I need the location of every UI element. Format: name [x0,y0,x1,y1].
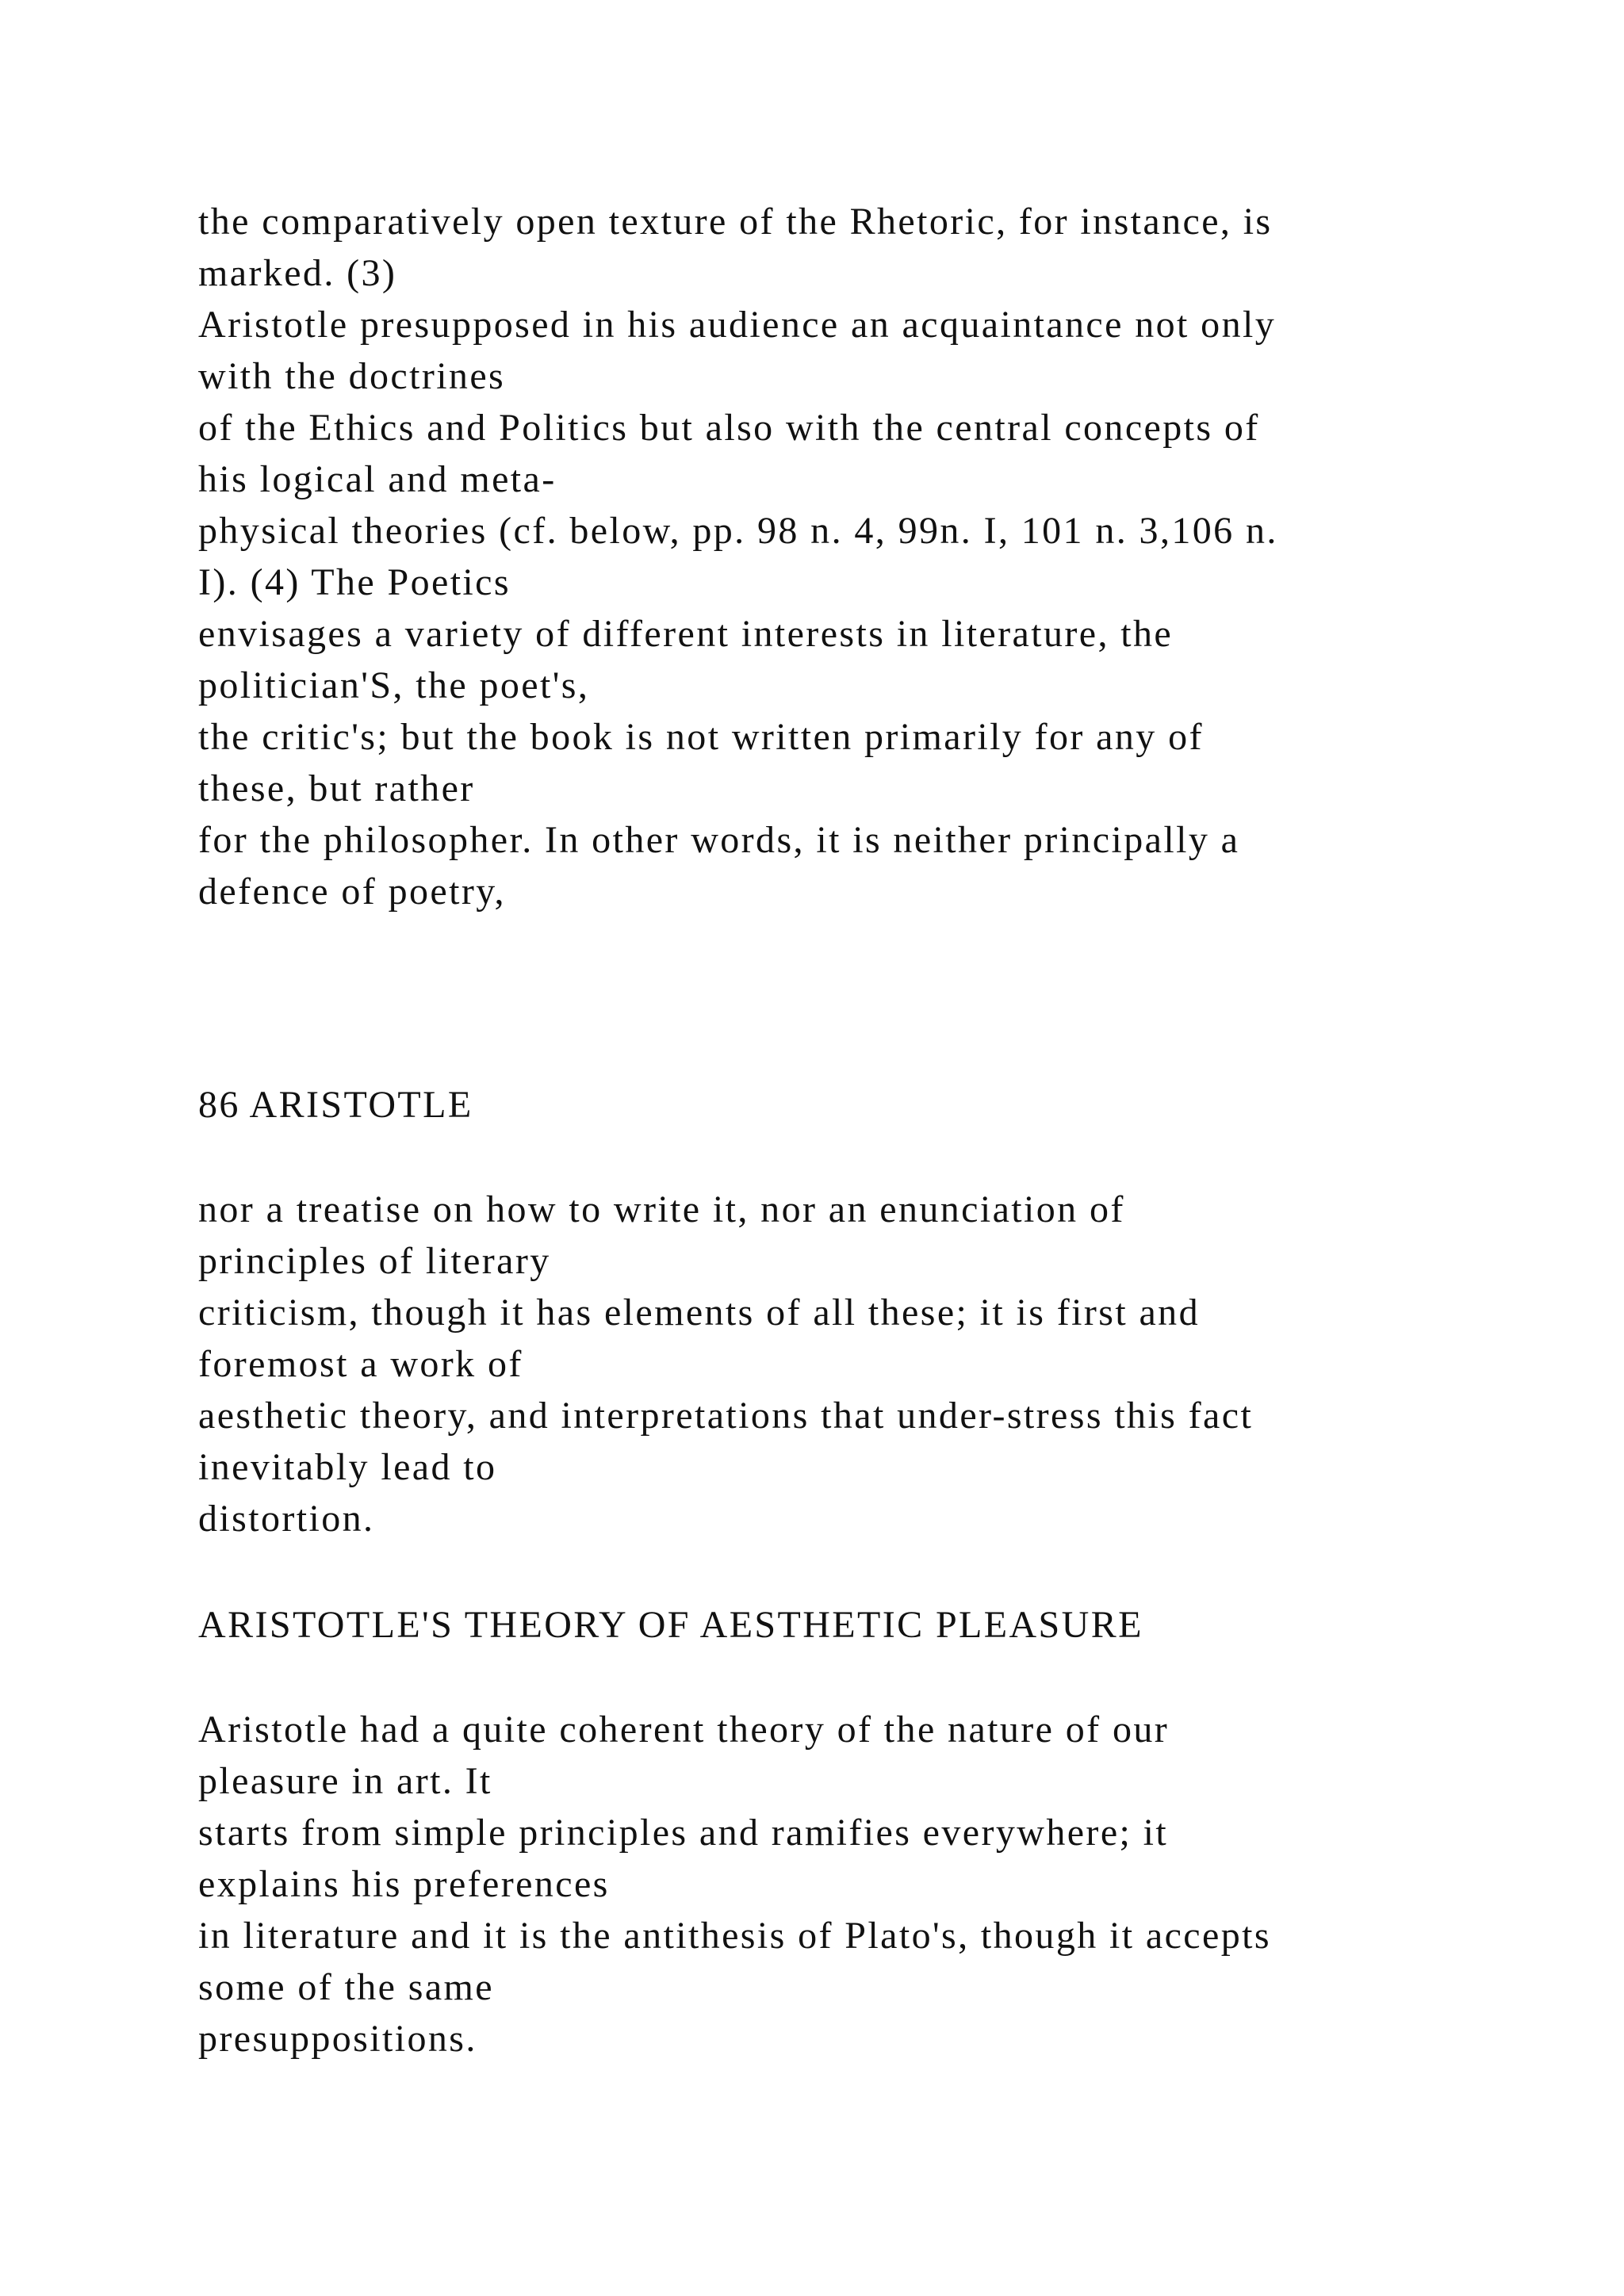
text-line: Aristotle presupposed in his audience an acquaintance not only [198,304,1277,346]
text-line: his logical and meta- [198,458,557,500]
text-line: these, but rather [198,767,475,809]
text-line: of the Ethics and Politics but also with the central concepts of [198,407,1260,449]
text-line: the critic's; but the book is not written primarily for any of [198,716,1204,758]
text-line: criticism, though it has elements of all these; it is first and [198,1292,1200,1334]
running-header: 86 ARISTOTLE [198,1084,473,1126]
text-line: for the philosopher. In other words, it is neither principally a [198,819,1240,861]
text-line: politician'S, the poet's, [198,664,590,706]
section-heading: ARISTOTLE'S THEORY OF AESTHETIC PLEASURE [198,1604,1143,1646]
text-line: defence of poetry, [198,871,506,913]
text-line: envisages a variety of different interests in literature, the [198,613,1174,655]
text-line: inevitably lead to [198,1446,497,1488]
text-line: presuppositions. [198,2018,477,2060]
text-line: distortion. [198,1498,375,1540]
text-line: some of the same [198,1966,494,2008]
text-line: starts from simple principles and ramifies everywhere; it [198,1812,1169,1854]
text-line: the comparatively open texture of the Rhetoric, for instance, is [198,201,1273,243]
text-line: aesthetic theory, and interpretations that under-stress this fact [198,1395,1254,1437]
text-line: I). (4) The Poetics [198,561,511,603]
text-line: principles of literary [198,1240,551,1282]
text-line: nor a treatise on how to write it, nor an enunciation of [198,1188,1125,1230]
text-line: Aristotle had a quite coherent theory of the nature of our [198,1709,1170,1751]
text-line: marked. (3) [198,252,397,294]
text-line: in literature and it is the antithesis of Plato's, though it accepts [198,1915,1271,1957]
text-line: pleasure in art. It [198,1760,492,1802]
text-line: physical theories (cf. below, pp. 98 n. 4, 99n. I, 101 n. 3,106 n. [198,510,1278,552]
text-line: explains his preferences [198,1863,610,1905]
text-line: foremost a work of [198,1343,523,1385]
text-line: with the doctrines [198,355,506,397]
